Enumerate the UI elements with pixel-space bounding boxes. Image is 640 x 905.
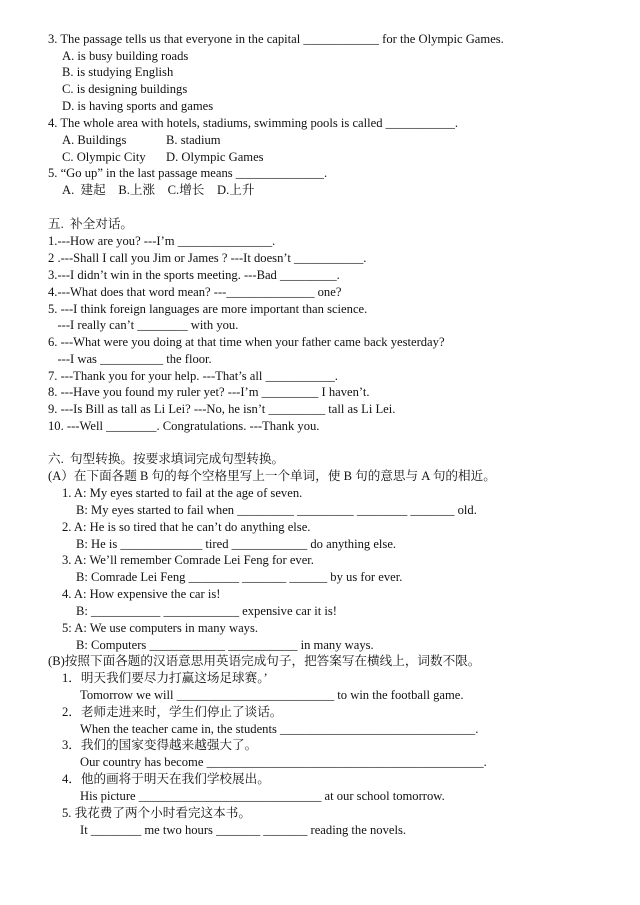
part-b-line: When the teacher came in, the students _______________________________. xyxy=(80,722,479,736)
dialogue-line: 3.---I didn’t win in the sports meeting. ---Bad _________. xyxy=(48,268,340,282)
part-b-instructions: (B)按照下面各题的汉语意思用英语完成句子，把答案写在横线上，词数不限。 xyxy=(48,654,481,668)
question-5-options: A. 建起 B.上涨 C.增长 D.上升 xyxy=(62,183,255,197)
part-a-line: 4. A: How expensive the car is! xyxy=(62,587,221,601)
part-a-line: 3. A: We’ll remember Comrade Lei Feng for ever. xyxy=(62,553,314,567)
dialogue-line: 1.---How are you? ---I’m _______________. xyxy=(48,234,276,248)
question-3-option-a: A. is busy building roads xyxy=(62,49,189,63)
question-3-option-d: D. is having sports and games xyxy=(62,99,214,113)
question-5-stem: 5. “Go up” in the last passage means ______________. xyxy=(48,166,328,180)
part-b-line: It ________ me two hours _______ _______ reading the novels. xyxy=(80,823,406,837)
question-4-stem: 4. The whole area with hotels, stadiums, swimming pools is called ___________. xyxy=(48,116,459,130)
question-4-option-a: A. Buildings xyxy=(62,133,127,147)
dialogue-line: 6. ---What were you doing at that time when your father came back yesterday? xyxy=(48,335,445,349)
part-b-line: 2．老师走进来时，学生们停止了谈话。 xyxy=(62,705,283,719)
dialogue-line: 7. ---Thank you for your help. ---That’s all ___________. xyxy=(48,369,338,383)
question-4-option-c: C. Olympic City xyxy=(62,150,146,164)
part-a-line: B: Computers ____________ ___________ in many ways. xyxy=(76,638,374,652)
question-3-option-b: B. is studying English xyxy=(62,65,174,79)
dialogue-line: 4.---What does that word mean? ---______________ one? xyxy=(48,285,342,299)
dialogue-line: 10. ---Well ________. Congratulations. ---Thank you. xyxy=(48,419,320,433)
part-a-line: B: He is _____________ tired ____________ do anything else. xyxy=(76,537,397,551)
dialogue-line: 5. ---I think foreign languages are more important than science. xyxy=(48,302,368,316)
part-a-line: B: My eyes started to fail when _________ _________ ________ _______ old. xyxy=(76,503,477,517)
dialogue-line: ---I was __________ the floor. xyxy=(48,352,212,366)
question-4-option-b: B. stadium xyxy=(166,133,221,147)
question-3-stem: 3. The passage tells us that everyone in the capital ____________ for the Olympic Games. xyxy=(48,32,504,46)
part-b-line: Tomorrow we will _________________________ to win the football game. xyxy=(80,688,464,702)
question-3-option-c: C. is designing buildings xyxy=(62,82,188,96)
part-a-line: 1. A: My eyes started to fail at the age of seven. xyxy=(62,486,303,500)
part-b-line: 1．明天我们要尽力打赢这场足球赛。’ xyxy=(62,671,268,685)
part-a-line: B: ___________ ____________ expensive car it is! xyxy=(76,604,337,618)
part-b-line: 5. 我花费了两个小时看完这本书。 xyxy=(62,806,251,820)
part-a-line: 5: A: We use computers in many ways. xyxy=(62,621,259,635)
part-a-line: 2. A: He is so tired that he can’t do anything else. xyxy=(62,520,311,534)
part-b-line: 4．他的画将于明天在我们学校展出。 xyxy=(62,772,270,786)
part-b-line: His picture _____________________________ at our school tomorrow. xyxy=(80,789,445,803)
part-a-line: B: Comrade Lei Feng ________ _______ ______ by us for ever. xyxy=(76,570,403,584)
dialogue-line: 2 .---Shall I call you Jim or James ? ---It doesn’t ___________. xyxy=(48,251,367,265)
part-b-line: 3．我们的国家变得越来越强大了。 xyxy=(62,738,258,752)
section-6-title: 六. 句型转换。按要求填词完成句型转换。 xyxy=(48,452,285,466)
dialogue-line: 9. ---Is Bill as tall as Li Lei? ---No, he isn’t _________ tall as Li Lei. xyxy=(48,402,396,416)
dialogue-line: ---I really can’t ________ with you. xyxy=(48,318,239,332)
dialogue-line: 8. ---Have you found my ruler yet? ---I’m _________ I haven’t. xyxy=(48,385,370,399)
question-4-option-d: D. Olympic Games xyxy=(166,150,264,164)
section-5-title: 五. 补全对话。 xyxy=(48,217,134,231)
part-b-line: Our country has become ____________________________________________. xyxy=(80,755,487,769)
part-a-instructions: (A）在下面各题 B 句的每个空格里写上一个单词，使 B 句的意思与 A 句的相近。 xyxy=(48,469,496,483)
